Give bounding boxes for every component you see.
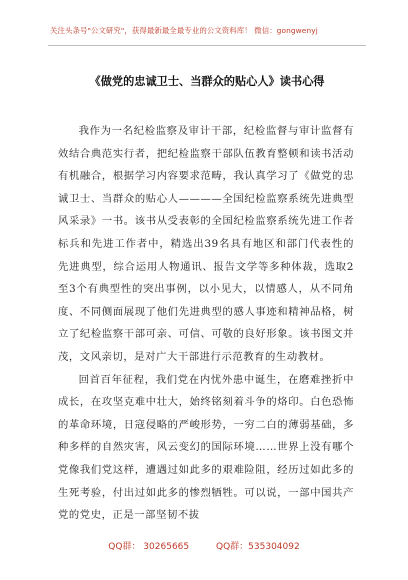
body-paragraph-1: 我作为一名纪检监察及审计干部，纪检监督与审计监督有效结合典范实行者，把纪检监察干部队伍教育整顿和读书活动有机融合，根据学习内容要求范畴，我认真学习了《做党的忠诚卫士、当群众的贴心人————全国纪检监察系统先进典型风采录》一书。该书从受表彰的全国纪检监察系统先进工作者标兵和先进工作者中，精选出39名具有地区和部门代表性的先进典型，综合运用人物通讯、报告文学等多种体裁，选取2至3个有典型性的突出事例，以小见大，以情感人，从不同角度、不同侧面展现了他们先进典型的感人事迹和精神品格，树立了纪检监察干部可亲、可信、可敬的良好形象。该书图文并茂，文风亲切，是对广大干部进行示范教育的生动教材。 [58, 125, 354, 363]
footer-contact [0, 539, 408, 552]
body-paragraph-2: 回首百年征程，我们党在内忧外患中诞生，在磨难挫折中成长，在攻坚克难中壮大，始终铭刻着斗争的烙印。白色恐怖的革命环境，日寇侵略的严峻形势，一穷二白的薄弱基础，多种多样的自然灾害，风云变幻的国际环境……世界上没有哪个党像我们党这样，遭遇过如此多的艰难险阻，经历过如此多的生死考验，付出过如此多的惨烈牺牲。可以说，一部中国共产党的党史，正是一部坚韧不拔 [58, 373, 354, 522]
footer-qq-group-1: QQ群： 30265665 [108, 542, 190, 552]
header-promo-note: 关注头条号"公文研究"，获得最新最全最专业的公文资料库！ 微信：gongwenyj [50, 26, 318, 35]
document-body [58, 120, 354, 527]
document-title: 《做党的忠诚卫士、当群众的贴心人》读书心得 [89, 75, 325, 88]
footer-qq-group-2: QQ群：535304092 [216, 542, 300, 552]
header-divider [48, 45, 366, 46]
